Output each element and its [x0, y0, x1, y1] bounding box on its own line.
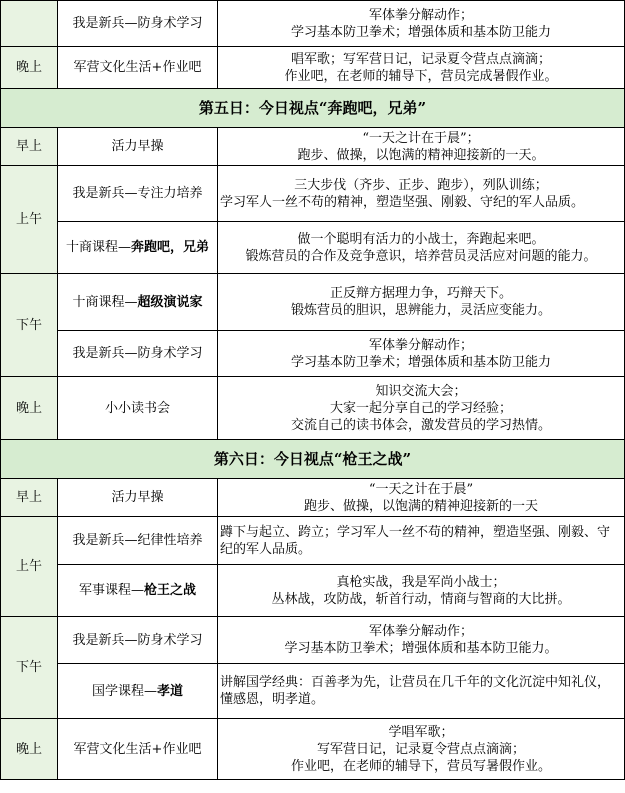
content-line: 跑步、做操，以饱满的精神迎接新的一天 [303, 498, 538, 514]
content-line: 正反辩方据理力争，巧辩天下。 [329, 286, 512, 301]
table-row [1, 222, 625, 274]
course-cell: 我是新兵—防身术学习 [58, 331, 218, 377]
content-cell [218, 331, 625, 377]
content-line: 丛林战，攻防战，斩首行动，情商与智商的大比拼。 [271, 591, 571, 607]
course-cell: 活力早操 [58, 128, 218, 166]
table-row [1, 128, 625, 166]
content-line: 蹲下与起立、跨立；学习军人一丝不苟的精神，塑造坚强、刚毅、守纪的军人品质。 [220, 524, 611, 557]
course-cell: 军营文化生活+作业吧 [58, 719, 218, 780]
content-line: 军体拳分解动作； [368, 337, 473, 353]
content-line: 大家一起分享自己的学习经验； [329, 400, 512, 416]
table-row [1, 377, 625, 440]
day-title: 第五日：今日视点“奔跑吧，兄弟” [1, 89, 625, 128]
time-slot-cell: 早上 [1, 128, 58, 166]
course-cell: 小小读书会 [58, 377, 218, 440]
course-cell: 我是新兵—纪律性培养 [58, 517, 218, 565]
content-line: 唱军歌；写军营日记，记录夏令营点点滴滴； [290, 51, 551, 67]
content-cell [218, 166, 625, 222]
day-header-row [1, 440, 625, 479]
content-cell [218, 128, 625, 166]
course-cell: 十商课程—奔跑吧，兄弟 [58, 222, 218, 274]
content-line: 知识交流大会； [375, 383, 467, 399]
course-cell [58, 1, 218, 47]
content-cell [218, 565, 625, 617]
content-line: 学习基本防卫拳术；增强体质和基本防卫能力 [290, 24, 551, 40]
content-cell [218, 479, 625, 517]
time-slot-cell: 晚上 [1, 47, 58, 89]
course-cell: 我是新兵—防身术学习 [58, 617, 218, 664]
table-row [1, 517, 625, 565]
content-line: 作业吧，在老师的辅导下，营员完成暑假作业。 [284, 68, 558, 84]
content-line: 做一个聪明有活力的小战士，奔跑起来吧。 [297, 231, 545, 247]
table-row [1, 664, 625, 719]
content-line: 军体拳分解动作； [368, 624, 473, 639]
time-slot-cell: 上午 [1, 166, 58, 274]
table-row [1, 274, 625, 331]
content-line: 学唱军歌； [388, 724, 454, 740]
table-row [1, 565, 625, 617]
content-line: 交流自己的读书体会，激发营员的学习热情。 [290, 417, 551, 433]
table-row [1, 1, 625, 47]
content-line: 锻炼营员的合作及竞争意识，培养营员灵活应对问题的能力。 [245, 248, 597, 264]
course-cell [58, 47, 218, 89]
course-label: 军营文化生活+作业吧 [73, 60, 202, 75]
content-cell [218, 719, 625, 780]
time-slot-cell: 早上 [1, 479, 58, 517]
content-cell [218, 377, 625, 440]
content-cell [218, 222, 625, 274]
content-cell [218, 664, 625, 719]
content-line: 锻炼营员的胆识，思辨能力，灵活应变能力。 [290, 303, 551, 318]
content-line: 学习基本防卫拳术；增强体质和基本防卫能力。 [284, 641, 558, 656]
content-line: 讲解国学经典：百善孝为先，让营员在几千年的文化沉淀中知礼仪，懂感恩，明孝道。 [220, 675, 611, 707]
course-cell: 军事课程—枪王之战 [58, 565, 218, 617]
time-slot-cell: 上午 [1, 517, 58, 617]
table-row [1, 166, 625, 222]
course-cell: 活力早操 [58, 479, 218, 517]
content-line: 跑步、做操，以饱满的精神迎接新的一天。 [297, 147, 545, 163]
content-cell [218, 47, 625, 89]
time-slot-cell: 下午 [1, 617, 58, 719]
course-cell: 国学课程—孝道 [58, 664, 218, 719]
content-line: 三大步伐（齐步、正步、跑步），列队训练； [294, 177, 548, 193]
content-cell [218, 517, 625, 565]
content-line: 作业吧，在老师的辅导下，营员写暑假作业。 [290, 758, 551, 774]
time-slot-cell: 晚上 [1, 377, 58, 440]
table-row [1, 617, 625, 664]
time-slot-cell: 下午 [1, 274, 58, 377]
course-cell: 十商课程—超级演说家 [58, 274, 218, 331]
content-line: “一天之计在于晨”； [362, 130, 480, 146]
content-line: 写军营日记，记录夏令营点点滴滴； [316, 741, 525, 757]
time-slot-cell: 晚上 [1, 719, 58, 780]
content-line: “一天之计在于晨” [368, 481, 474, 497]
content-cell [218, 617, 625, 664]
table-row [1, 479, 625, 517]
content-line: 学习军人一丝不苟的精神，塑造坚强、刚毅、守纪的军人品质。 [220, 194, 585, 210]
time-slot-cell [1, 1, 58, 47]
content-line: 学习基本防卫拳术；增强体质和基本防卫能力 [290, 354, 551, 370]
content-cell [218, 1, 625, 47]
day-header-row [1, 89, 625, 128]
content-line: 军体拳分解动作； [368, 7, 473, 23]
course-cell: 我是新兵—专注力培养 [58, 166, 218, 222]
course-label: 我是新兵—防身术学习 [72, 16, 203, 31]
content-cell [218, 274, 625, 331]
day-title: 第六日：今日视点“枪王之战” [1, 440, 625, 479]
table-row [1, 719, 625, 780]
table-row [1, 331, 625, 377]
content-line: 真枪实战，我是军尚小战士； [336, 574, 506, 590]
table-row [1, 47, 625, 89]
